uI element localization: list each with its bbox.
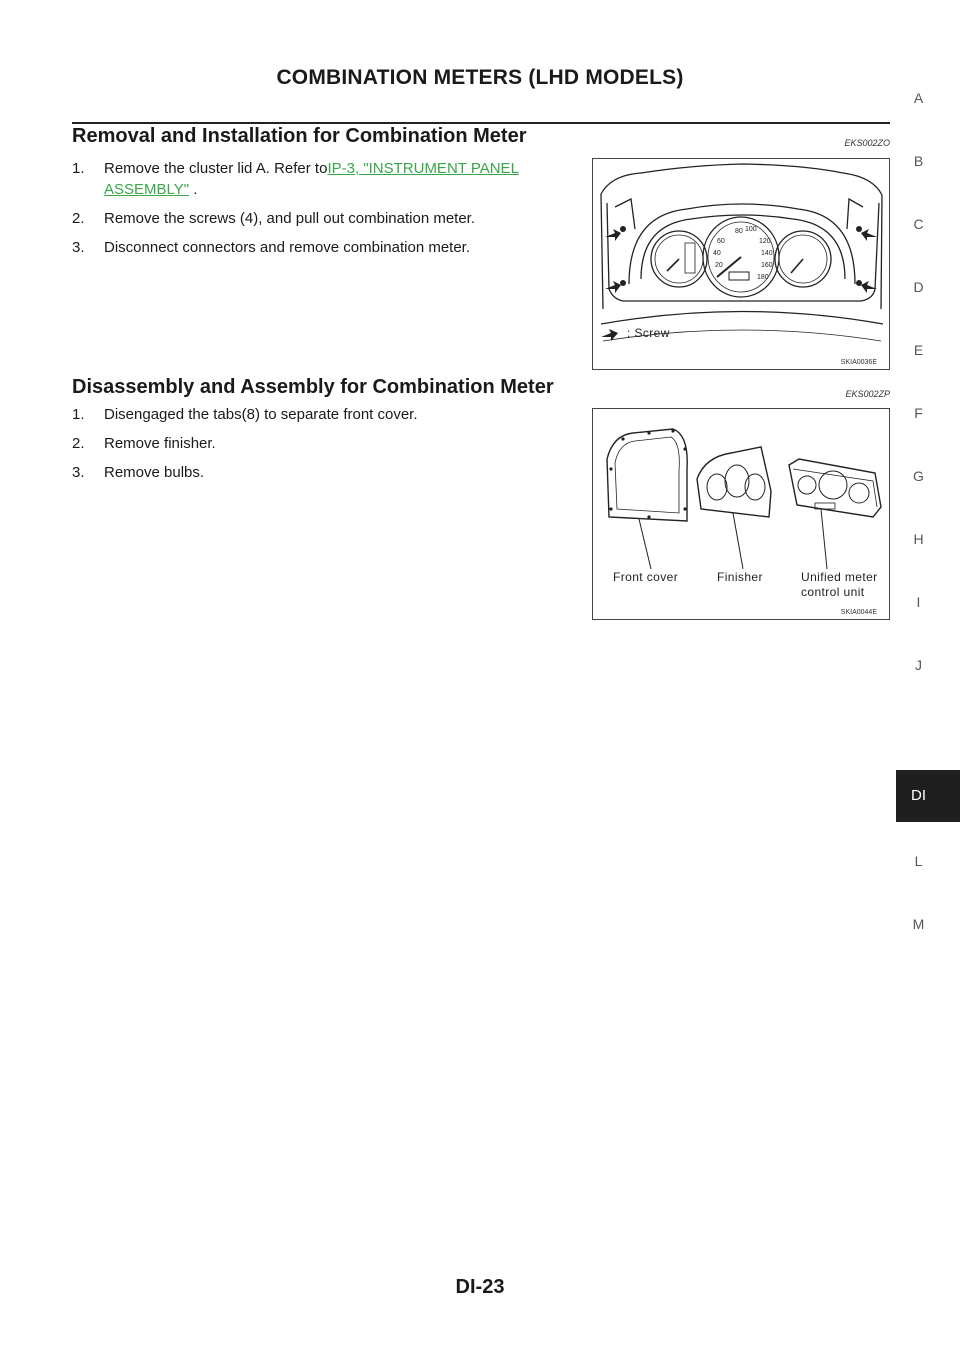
- step-text: Remove finisher.: [104, 435, 216, 452]
- side-index-d[interactable]: D: [913, 279, 924, 295]
- gauge-number: 160: [761, 262, 773, 269]
- gauge-number: 40: [713, 250, 721, 257]
- step-number: 2.: [72, 435, 85, 452]
- gauge-number: 180: [757, 274, 769, 281]
- gauge-number: 140: [761, 250, 773, 257]
- step-text: Disengaged the tabs(8) to separate front cover.: [104, 406, 418, 423]
- removal-step-1: [72, 158, 582, 200]
- side-index-h[interactable]: H: [913, 531, 924, 547]
- step-number: 1.: [72, 160, 85, 177]
- step-number: 3.: [72, 464, 85, 481]
- side-index-c[interactable]: C: [913, 216, 924, 232]
- meter-exploded-figure: [592, 408, 890, 620]
- gauge-number: 60: [717, 238, 725, 245]
- gauge-number: 100: [745, 226, 757, 233]
- step-text: Remove the screws (4), and pull out combination meter.: [104, 210, 476, 227]
- step-text: Remove the cluster lid A. Refer to: [104, 160, 328, 177]
- disassembly-steps-list: [72, 404, 582, 491]
- section-code-disassembly: EKS002ZP: [845, 389, 890, 399]
- disassembly-step-1: [72, 404, 582, 425]
- label-finisher: Finisher: [717, 570, 763, 584]
- section-code-removal: EKS002ZO: [844, 138, 890, 148]
- side-index-a[interactable]: A: [913, 90, 924, 106]
- label-front-cover: Front cover: [613, 570, 679, 584]
- page-header-title: COMBINATION METERS (LHD MODELS): [276, 66, 684, 89]
- side-index-g[interactable]: G: [913, 468, 924, 484]
- combination-meter-figure: [592, 158, 890, 370]
- figure-id: SKIA0044E: [840, 609, 877, 616]
- header-rule: [72, 122, 890, 124]
- gauge-number: 20: [715, 262, 723, 269]
- step-text: Disconnect connectors and remove combination meter.: [104, 239, 471, 256]
- arrow-icon: [861, 229, 877, 241]
- step-text: Remove bulbs.: [104, 464, 205, 481]
- figure-id: SKIA0036E: [840, 359, 877, 366]
- removal-step-3: [72, 237, 582, 258]
- figure-legend-screw: : Screw: [627, 326, 670, 340]
- screw-marker: [620, 226, 626, 232]
- step-number: 1.: [72, 406, 85, 423]
- label-unified-meter: Unified meter: [801, 570, 878, 584]
- disassembly-step-3: [72, 462, 582, 483]
- step-number: 2.: [72, 210, 85, 227]
- side-index-di-tab[interactable]: [896, 770, 960, 822]
- side-index-e[interactable]: E: [913, 342, 924, 358]
- side-index-j[interactable]: J: [915, 657, 922, 673]
- removal-step-2: [72, 208, 582, 229]
- side-index-b[interactable]: B: [913, 153, 924, 169]
- step-text-after: .: [189, 181, 198, 198]
- side-index-l[interactable]: L: [914, 853, 923, 869]
- arrow-icon: [605, 281, 621, 293]
- side-index-i[interactable]: I: [916, 594, 921, 610]
- disassembly-step-2: [72, 433, 582, 454]
- removal-steps-list: [72, 158, 582, 266]
- page-number: DI-23: [455, 1276, 505, 1298]
- gauge-number: 80: [735, 228, 743, 235]
- side-index-m[interactable]: M: [912, 916, 925, 932]
- gauge-number: 120: [759, 238, 771, 245]
- section-title-removal: Removal and Installation for Combination Meter: [72, 125, 527, 147]
- side-index-f[interactable]: F: [914, 405, 923, 421]
- label-control-unit: control unit: [801, 585, 865, 599]
- side-index-di: DI: [911, 787, 926, 804]
- screw-marker: [856, 226, 862, 232]
- section-title-disassembly: Disassembly and Assembly for Combination Meter: [72, 376, 554, 398]
- step-number: 3.: [72, 239, 85, 256]
- reference-link-instrument-panel[interactable]: IP-3, "INSTRUMENT PANEL ASSEMBLY": [104, 160, 519, 198]
